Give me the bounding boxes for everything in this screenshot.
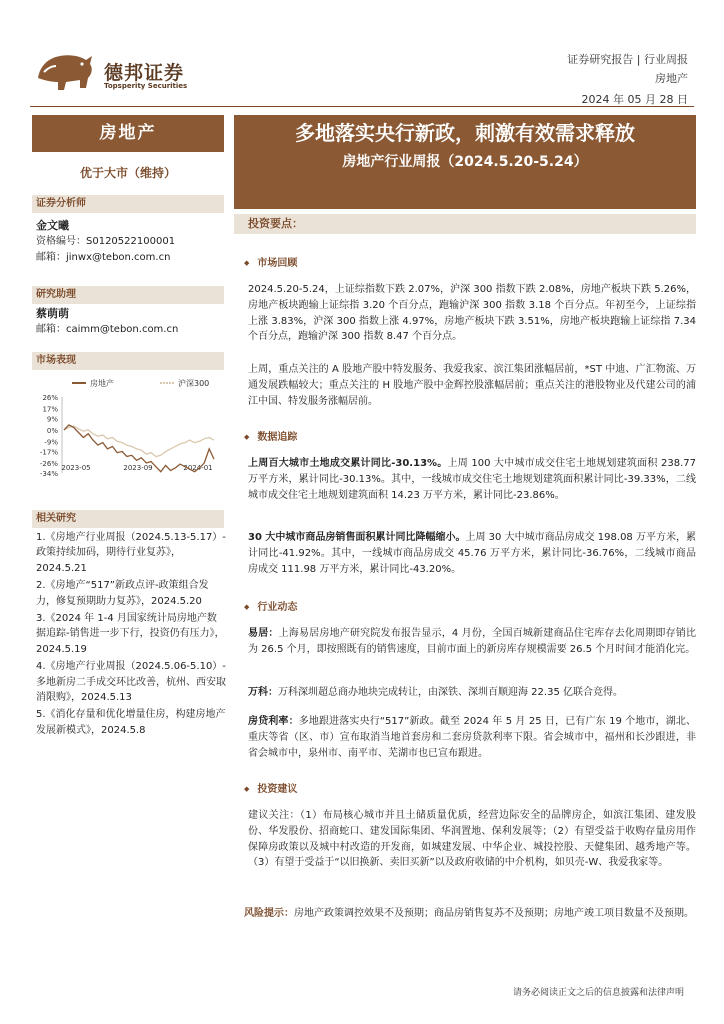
section-market-review-title: ◆ 市场回顾 xyxy=(244,254,297,269)
industry-p2-lead: 万科： xyxy=(248,687,278,698)
analyst-license: 资格编号：S0120522100001 xyxy=(36,236,176,247)
analyst-header: 证券分析师 xyxy=(32,195,224,213)
y-tick-label: 17% xyxy=(42,405,58,414)
y-tick-label: 26% xyxy=(42,394,58,402)
industry-p2 xyxy=(248,685,696,701)
related-item[interactable]: 2.《房地产“517”新政点评-政策组合发力，修复预期助力复苏》，2024.5.20 xyxy=(36,580,209,607)
y-tick-label: 0% xyxy=(46,426,58,435)
related-research-list xyxy=(36,530,226,740)
industry-p3-body: 多地跟进落实央行“517”新政。截至 2024 年 5 月 25 日，已有广东 19 个地市，湖北、重庆等省（区、市）宣布取消当地首套房和二套房贷款利率下限。省会城市中，福州和长沙跟进，非省会城市中，泉州市、南平市、芜湖市也已宣布跟进。 xyxy=(248,716,697,759)
x-tick-label: 2023-09 xyxy=(123,464,153,472)
industry-p1 xyxy=(248,626,696,658)
industry-p2-body: 万科深圳超总商办地块完成转让，由深铁、深圳百顺迎海 22.35 亿联合竞得。 xyxy=(278,687,623,698)
related-item[interactable]: 1.《房地产行业周报（2024.5.13-5.17）-政策持续加码，期待行业复苏》，2024.5.21 xyxy=(36,532,226,574)
risk-title: 风险提示： xyxy=(244,908,294,919)
legend-label-csi300: 沪深300 xyxy=(178,379,210,388)
rating: 优于大市（维持） xyxy=(79,166,176,180)
y-tick-label: -17% xyxy=(39,448,58,457)
risk-para xyxy=(244,906,696,922)
data-tracking-p1-lead: 上周百大城市土地成交累计同比-30.13%。 xyxy=(248,458,448,469)
market-review-p1: 2024.5.20-5.24，上证综指数下跌 2.07%，沪深 300 指数下跌 2.08%，房地产板块下跌 5.26%，房地产板块跑输上证综指 3.20 个百分点，跑输沪深 300 指数 3.18 个百分点。年初至今，上证综指上涨 3.83%，沪深 300 指数上涨 4.97%，房地产板块下跌 3.51%，房地产板块跑输上证综指 7.34 个百分点，跑输沪深 300 指数 8.47 个百分点。 xyxy=(248,284,696,343)
bull-logo-icon xyxy=(30,48,96,94)
section-advice-title: ◆ 投资建议 xyxy=(244,780,297,795)
brand-name-cn: 德邦证券 xyxy=(104,62,185,84)
related-header: 相关研究 xyxy=(32,510,224,528)
legend-label-property: 房地产 xyxy=(90,379,114,388)
assistant-name: 蔡萌萌 xyxy=(36,307,69,320)
data-tracking-p2-lead: 30 大中城市商品房销售面积累计同比降幅缩小。 xyxy=(248,532,466,543)
report-date: 2024 年 05 月 28 日 xyxy=(581,93,688,106)
y-tick-label: -26% xyxy=(39,459,58,468)
section-data-tracking-title: ◆ 数据追踪 xyxy=(244,428,297,443)
brand-name-en: Topsperity Securities xyxy=(104,82,188,90)
assistant-header: 研究助理 xyxy=(32,286,224,304)
industry-p3 xyxy=(248,714,696,761)
sub-title: 房地产行业周报（2024.5.20-5.24） xyxy=(342,154,588,170)
advice-p1: 建议关注：（1）布局核心城市并且土储质量优质，经营边际安全的品牌房企，如滨江集团、建发股份、华发股份、招商蛇口、建发国际集团、华润置地、保利发展等；（2）有望受益于收购存量房用作保障房政策以及城中村改造的开发商，如城建发展、中华企业、城投控股、天健集团、越秀地产等。（3）有望于受益于“以旧换新、卖旧买新”以及政府收储的中介机构，如贝壳-W、我爱我家等。 xyxy=(248,810,696,869)
key-points-header: 投资要点： xyxy=(234,214,696,234)
y-tick-label: 9% xyxy=(46,415,58,424)
section-industry-title: ◆ 行业动态 xyxy=(244,598,297,613)
data-tracking-p1-body: 上周 100 大中城市成交住宅土地规划建筑面积 238.77 万平方米，累计同比-30.13%。其中，一线城市成交住宅土地规划建筑面积累计同比-39.33%，二线城市成交住宅土地规划建筑面积 14.23 万平方米，累计同比-23.86%。 xyxy=(248,458,696,501)
sector-label: 房地产 xyxy=(32,115,224,152)
header-sector: 房地产 xyxy=(655,72,688,85)
industry-p1-lead: 易居： xyxy=(248,628,279,639)
data-tracking-p2 xyxy=(248,530,696,577)
related-item[interactable]: 4.《房地产行业周报（2024.5.06-5.10）-多地新房二手成交环比改善，杭州、西安取消限购》，2024.5.13 xyxy=(36,661,226,704)
x-tick-label: 2024-01 xyxy=(183,464,213,472)
market-performance-chart xyxy=(32,373,224,483)
series-line-csi300 xyxy=(64,426,214,456)
y-tick-label: -9% xyxy=(44,438,58,447)
related-item[interactable]: 3.《2024 年 1-4 月国家统计局房地产数据追踪-销售进一步下行，投资仍有压力》，2024.5.19 xyxy=(36,613,225,655)
risk-body: 房地产政策调控效果不及预期；商品房销售复苏不及预期；房地产竣工项目数量不及预期。 xyxy=(294,908,694,919)
header-divider xyxy=(30,106,694,107)
analyst-email[interactable]: 邮箱：jinwx@tebon.com.cn xyxy=(36,252,171,263)
title-banner xyxy=(234,115,696,209)
industry-p1-body: 上海易居房地产研究院发布报告显示，4 月份，全国百城新建商品住宅库存去化周期即存销比为 26.5 个月，即按照既有的销售速度，目前市面上的新房库存规模需要 26.5 个月时间才能消化完。 xyxy=(248,628,696,655)
y-tick-label: -34% xyxy=(39,470,58,478)
data-tracking-p2-body: 上周 30 大中城市商品房成交 198.08 万平方米，累计同比-41.92%。其中，一线城市商品房成交 45.76 万平方米，累计同比-36.76%，二线城市商品房成交 111.98 万平方米，累计同比-43.20%。 xyxy=(248,532,696,575)
x-tick-label: 2023-05 xyxy=(61,464,91,472)
market-header: 市场表现 xyxy=(32,352,224,370)
main-title: 多地落实央行新政，刺激有效需求释放 xyxy=(295,121,635,145)
assistant-email[interactable]: 邮箱：caimm@tebon.com.cn xyxy=(36,324,179,335)
industry-p3-lead: 房贷利率： xyxy=(248,716,299,727)
report-type: 证券研究报告 | 行业周报 xyxy=(567,53,688,66)
data-tracking-p1 xyxy=(248,456,696,503)
analyst-name: 金文曦 xyxy=(36,219,69,232)
market-review-p2: 上周，重点关注的 A 股地产股中特发服务、我爱我家、滨江集团涨幅居前，*ST 中迪、广汇物流、万通发展跌幅较大；重点关注的 H 股地产股中金辉控股涨幅居前；重点关注的港股物业及代建公司的浦江中国、特发服务涨幅居前。 xyxy=(248,364,696,407)
related-item[interactable]: 5.《消化存量和优化增量住房，构建房地产发展新模式》，2024.5.8 xyxy=(36,709,226,736)
footer-disclaimer[interactable]: 请务必阅读正文之后的信息披露和法律声明 xyxy=(512,988,684,998)
